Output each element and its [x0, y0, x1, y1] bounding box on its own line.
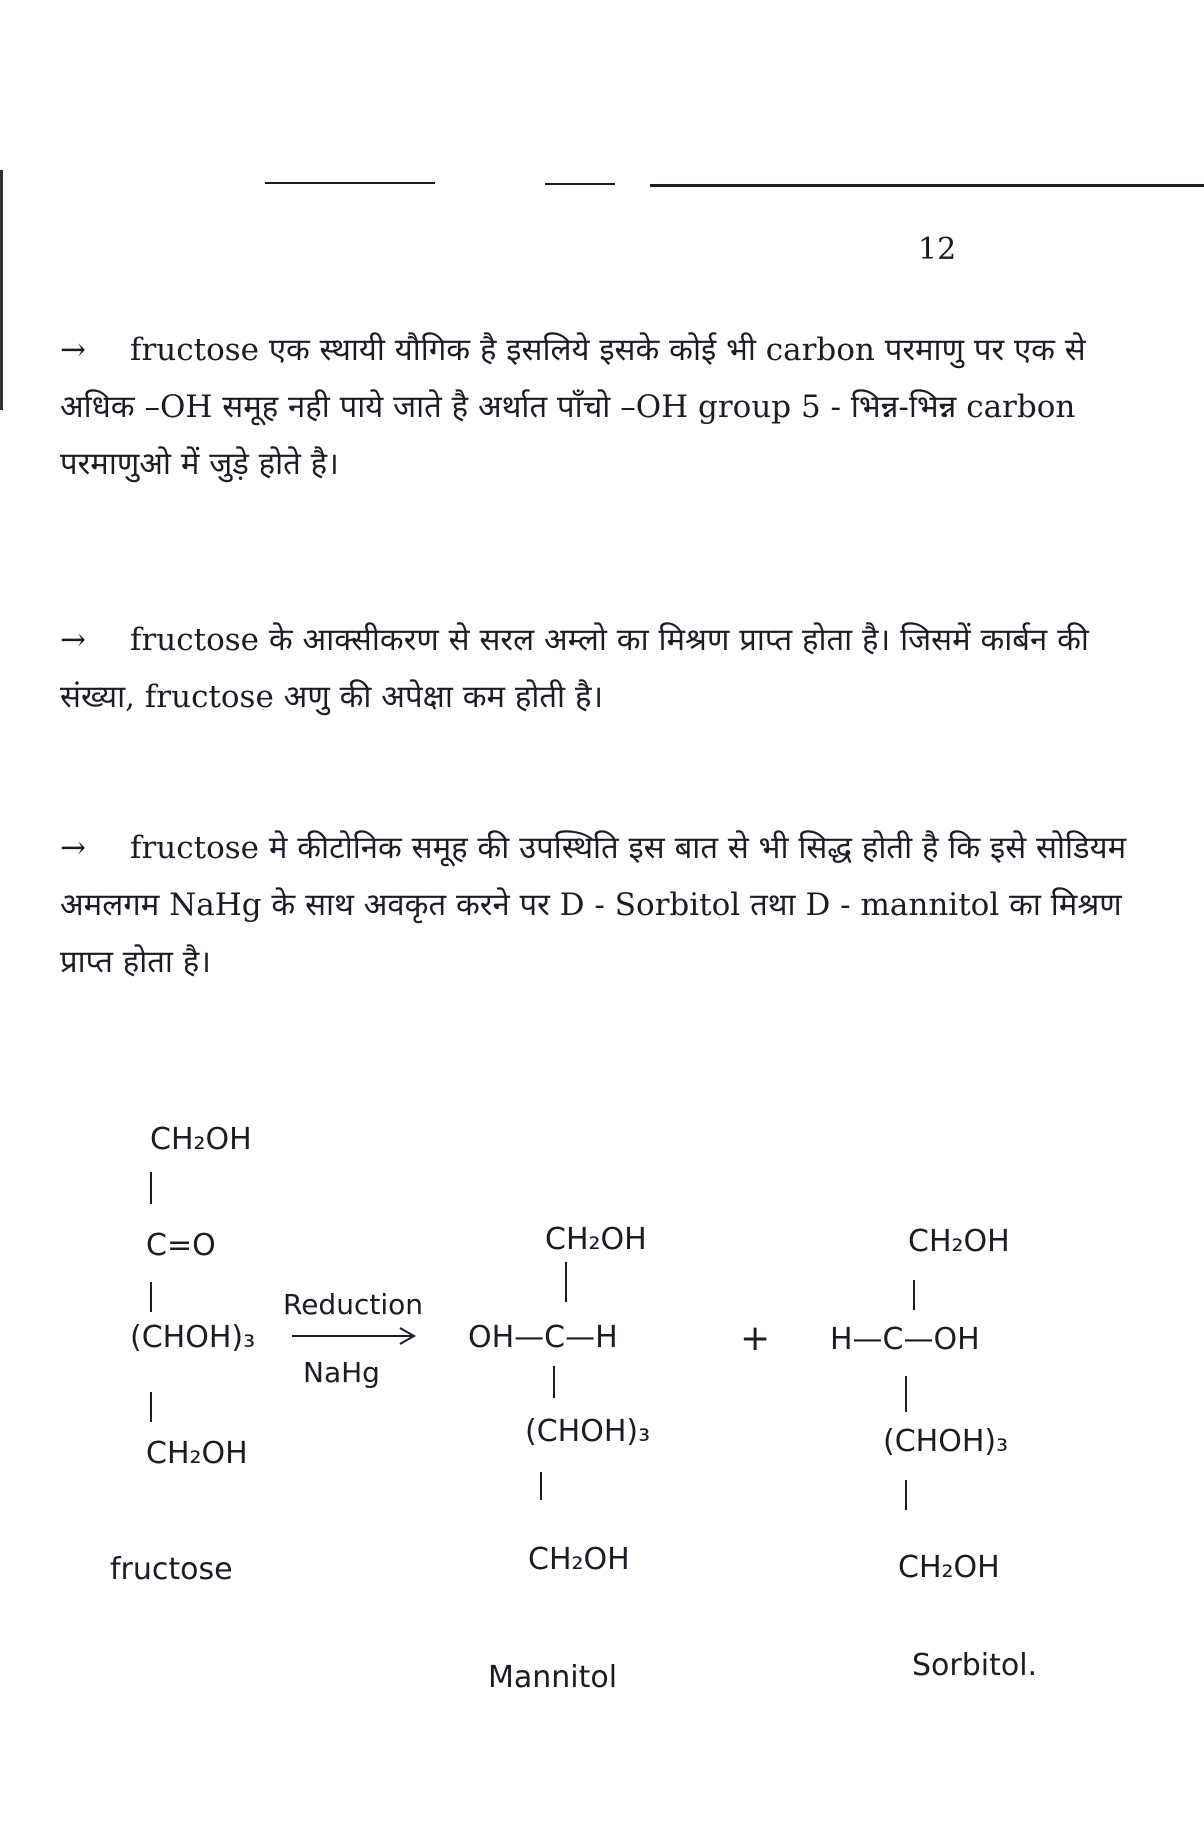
fructose-bond-1: [150, 1172, 152, 1204]
product2-name: Sorbitol.: [912, 1648, 1038, 1683]
fructose-c2: C=O: [146, 1228, 216, 1263]
mannitol-middle: (CHOH)₃: [525, 1414, 651, 1449]
arrow-label-below: NaHg: [303, 1356, 380, 1389]
arrow-label-above: Reduction: [283, 1288, 423, 1321]
page-number: 12: [918, 232, 957, 267]
header-rule-left: [265, 182, 435, 184]
bullet-arrow: →: [60, 332, 86, 368]
mannitol-top: CH₂OH: [545, 1222, 647, 1257]
header-rule-mid: [545, 183, 615, 185]
product1-name: Mannitol: [488, 1660, 618, 1695]
fructose-c6: CH₂OH: [146, 1436, 248, 1471]
mannitol-center: OH—C—H: [468, 1320, 618, 1355]
paragraph-3: [60, 820, 1170, 991]
sorbitol-bond-2: [905, 1376, 907, 1412]
sorbitol-bond-1: [913, 1280, 915, 1310]
reactant-name: fructose: [110, 1552, 233, 1587]
paragraph-1: [60, 322, 1170, 493]
paragraph-1-text: fructose एक स्थायी यौगिक है इसलिये इसके कोई भी carbon परमाणु पर एक से अधिक –OH समूह नही पाये जाते है अर्थात पाँचो –OH group 5 - भिन्न-भिन्न carbon परमाणुओ में जुड़े होते है।: [60, 332, 1086, 482]
mannitol-bond-2: [553, 1366, 555, 1398]
fructose-bond-2: [150, 1282, 152, 1312]
reaction-arrow-icon: [290, 1326, 420, 1346]
sorbitol-top: CH₂OH: [908, 1224, 1010, 1259]
header-rule-right: [650, 184, 1204, 187]
page-edge-line: [0, 170, 3, 410]
plus-sign: +: [740, 1318, 771, 1359]
fructose-bond-3: [150, 1392, 152, 1422]
paragraph-2: [60, 612, 1170, 726]
sorbitol-bottom: CH₂OH: [898, 1550, 1000, 1585]
fructose-c3-5: (CHOH)₃: [130, 1320, 256, 1355]
mannitol-bond-3: [540, 1472, 542, 1500]
paragraph-2-text: fructose के आक्सीकरण से सरल अम्लो का मिश्रण प्राप्त होता है। जिसमें कार्बन की संख्या, fructose अणु की अपेक्षा कम होती है।: [60, 622, 1089, 715]
sorbitol-bond-3: [905, 1480, 907, 1510]
paragraph-3-text: fructose मे कीटोनिक समूह की उपस्थिति इस बात से भी सिद्ध होती है कि इसे सोडियम अमलगम NaHg के साथ अवकृत करने पर D - Sorbitol तथा D - mannitol का मिश्रण प्राप्त होता है।: [60, 830, 1127, 980]
bullet-arrow: →: [60, 830, 86, 866]
mannitol-bond-1: [565, 1262, 567, 1302]
bullet-arrow: →: [60, 622, 86, 658]
mannitol-bottom: CH₂OH: [528, 1542, 630, 1577]
sorbitol-center: H—C—OH: [830, 1322, 980, 1357]
fructose-c1: CH₂OH: [150, 1122, 252, 1157]
sorbitol-middle: (CHOH)₃: [883, 1424, 1009, 1459]
